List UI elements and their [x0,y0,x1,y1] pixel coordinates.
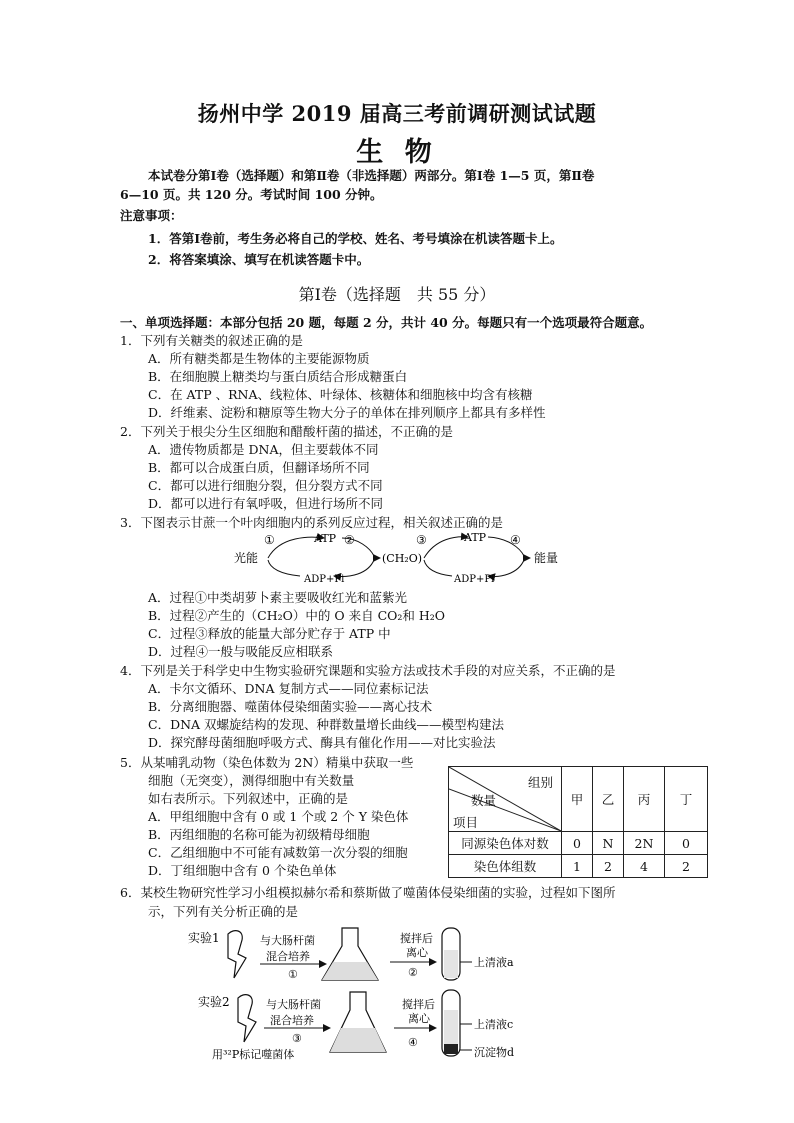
q2-option-d: D．都可以进行有氧呼吸，但进行场所不同 [148,496,384,511]
intro-line-1: 本试卷分第Ⅰ卷（选择题）和第Ⅱ卷（非选择题）两部分。第Ⅰ卷 1—5 页，第Ⅱ卷 [148,168,595,183]
q1-option-c: C．在 ATP 、RNA、线粒体、叶绿体、核糖体和细胞核中均含有核糖 [148,387,533,402]
q6-phage-icon-2 [238,995,256,1042]
q1-option-b: B．在细胞膜上糖类均与蛋白质结合形成糖蛋白 [148,369,408,384]
q6-exp2-label: 实验2 [198,995,230,1009]
q4-option-a: A．卡尔文循环、DNA 复制方式——同位素标记法 [148,681,429,696]
q5-stem-2: 细胞（无突变），测得细胞中有关数量 [148,773,355,788]
intro-line-2: 6—10 页。共 120 分。考试时间 100 分钟。 [120,187,383,202]
q5-group-header: 甲 [562,767,593,832]
q6-precipitate-d: 沉淀物d [474,1046,515,1059]
q4-option-b: B．分离细胞器、噬菌体侵染细菌实验——离心技术 [148,699,433,714]
q4-option-d: D．探究酵母菌细胞呼吸方式、酶具有催化作用——对比实验法 [148,735,496,750]
q2-option-a: A．遗传物质都是 DNA，但主要载体不同 [148,442,379,457]
q5-corner-group: 组别 [527,775,553,790]
subject-title: 生 物 [356,137,438,168]
q3-atp1: ATP [314,532,337,545]
q5-option-b: B．丙组细胞的名称可能为初级精母细胞 [148,827,370,842]
q6-tube-2-pellet [444,1044,458,1054]
q6-culture-1: 混合培养 [266,950,310,963]
q5-corner-item: 项目 [453,815,479,830]
q6-num-4: ④ [408,1036,418,1049]
q6-stem-1: 6．某校生物研究性学习小组模拟赫尔希和蔡斯做了噬菌体侵染细菌的实验，过程如下图所 [120,885,616,900]
q6-stem-2: 示，下列有关分析正确的是 [148,904,299,919]
q6-phage-icon-1 [228,931,246,978]
part-instruction: 一、单项选择题：本部分包括 20 题，每题 2 分，共计 40 分。每题只有一个选项最符合题意。 [120,315,653,330]
q6-32p-label: 用³²P标记噬菌体 [212,1048,295,1061]
q3-option-b: B．过程②产生的（CH₂O）中的 O 来自 CO₂和 H₂O [148,608,446,623]
q3-adp2: ADP+Pi [454,574,495,585]
q6-stir-1: 搅拌后 [400,932,433,945]
q4-option-c: C．DNA 双螺旋结构的发现、种群数量增长曲线——模型构建法 [148,717,505,732]
q6-flask-2-liquid [330,1028,386,1052]
q3-stem: 3．下图表示甘蔗一个叶肉细胞内的系列反应过程，相关叙述正确的是 [120,515,503,530]
q5-cell: 2 [665,855,708,878]
exam-title: 扬州中学 2019 届高三考前调研测试试题 [197,101,597,126]
q3-adp1: ADP+Pi [304,574,345,585]
q1-option-d: D．纤维素、淀粉和糖原等生物大分子的单体在排列顺序上都具有多样性 [148,405,546,420]
q5-group-header: 丁 [665,767,708,832]
q5-data-table [448,766,708,878]
q6-tube-1-liquid [444,950,458,978]
q2-option-c: C．都可以进行细胞分裂，但分裂方式不同 [148,478,383,493]
q5-group-header: 乙 [593,767,624,832]
q3-option-c: C．过程③释放的能量大部分贮存于 ATP 中 [148,626,391,641]
q3-arc-adp-light [268,560,300,576]
q5-corner-count: 数量 [471,793,497,808]
q6-supernatant-a: 上清液a [474,956,514,969]
q5-cell: 0 [562,832,593,855]
q3-light-label: 光能 [234,551,259,565]
q6-num-1: ① [288,968,298,981]
q3-option-a: A．过程①中类胡萝卜素主要吸收红光和蓝紫光 [148,590,408,605]
q5-group-header: 丙 [624,767,665,832]
q6-stir-2: 搅拌后 [402,998,435,1011]
q3-arrow-ch2o-atp [424,537,468,558]
q3-reaction-diagram [230,530,570,586]
q6-tube-2-liquid [444,1010,458,1044]
q5-row-label: 同源染色体对数 [449,832,562,855]
q6-exp1-label: 实验1 [188,931,220,945]
q5-cell: 0 [665,832,708,855]
q5-stem-1: 5．从某哺乳动物（染色体数为 2N）精巢中获取一些 [120,755,414,770]
q5-table-corner [449,767,562,832]
section-title: 第Ⅰ卷（选择题 共 55 分） [298,285,496,304]
notes-title: 注意事项： [120,208,183,223]
q2-stem: 2．下列关于根尖分生区细胞和醋酸杆菌的描述，不正确的是 [120,424,453,439]
q5-option-d: D．丁组细胞中含有 0 个染色单体 [148,863,337,878]
q6-experiment-diagram [186,924,546,1064]
q1-stem: 1．下列有关糖类的叙述正确的是 [120,333,303,348]
q3-atp2: ATP [464,531,487,544]
q5-option-a: A．甲组细胞中含有 0 或 1 个或 2 个 Y 染色体 [148,809,409,824]
q3-num-1: ① [264,533,275,547]
note-2: 2．将答案填涂、填写在机读答题卡中。 [148,252,370,267]
q6-num-3: ③ [292,1032,302,1045]
q2-option-b: B．都可以合成蛋白质，但翻译场所不同 [148,460,370,475]
q1-option-a: A．所有糖类都是生物体的主要能源物质 [148,351,370,366]
q3-ch2o: (CH₂O) [382,552,423,565]
note-1: 1．答第Ⅰ卷前，考生务必将自己的学校、姓名、考号填涂在机读答题卡上。 [148,231,563,246]
table-row [449,855,708,878]
q3-num-4: ④ [510,533,521,547]
q3-num-2: ② [344,533,355,547]
q5-cell: 2 [593,855,624,878]
q3-option-d: D．过程④一般与吸能反应相联系 [148,644,334,659]
q5-row-label: 染色体组数 [449,855,562,878]
q5-stem-3: 如右表所示。下列叙述中，正确的是 [148,791,349,806]
q6-centrifuge-2: 离心 [408,1012,430,1025]
q5-cell: 2N [624,832,665,855]
q5-option-c: C．乙组细胞中不可能有减数第一次分裂的细胞 [148,845,408,860]
q3-energy-label: 能量 [534,551,559,565]
q6-centrifuge-1: 离心 [406,946,428,959]
q5-cell: 1 [562,855,593,878]
q6-supernatant-c: 上清液c [474,1018,514,1031]
q5-cell: 4 [624,855,665,878]
q6-num-2: ② [408,966,418,979]
q6-mix-2: 与大肠杆菌 [266,998,321,1011]
q5-cell: N [593,832,624,855]
q3-num-3: ③ [416,533,427,547]
q4-stem: 4．下列是关于科学史中生物实验研究课题和实验方法或技术手段的对应关系，不正确的是 [120,663,616,678]
table-row [449,832,708,855]
q6-culture-2: 混合培养 [270,1014,314,1027]
q6-mix-1: 与大肠杆菌 [260,934,315,947]
q3-arc-adp-ch2o [424,560,452,576]
